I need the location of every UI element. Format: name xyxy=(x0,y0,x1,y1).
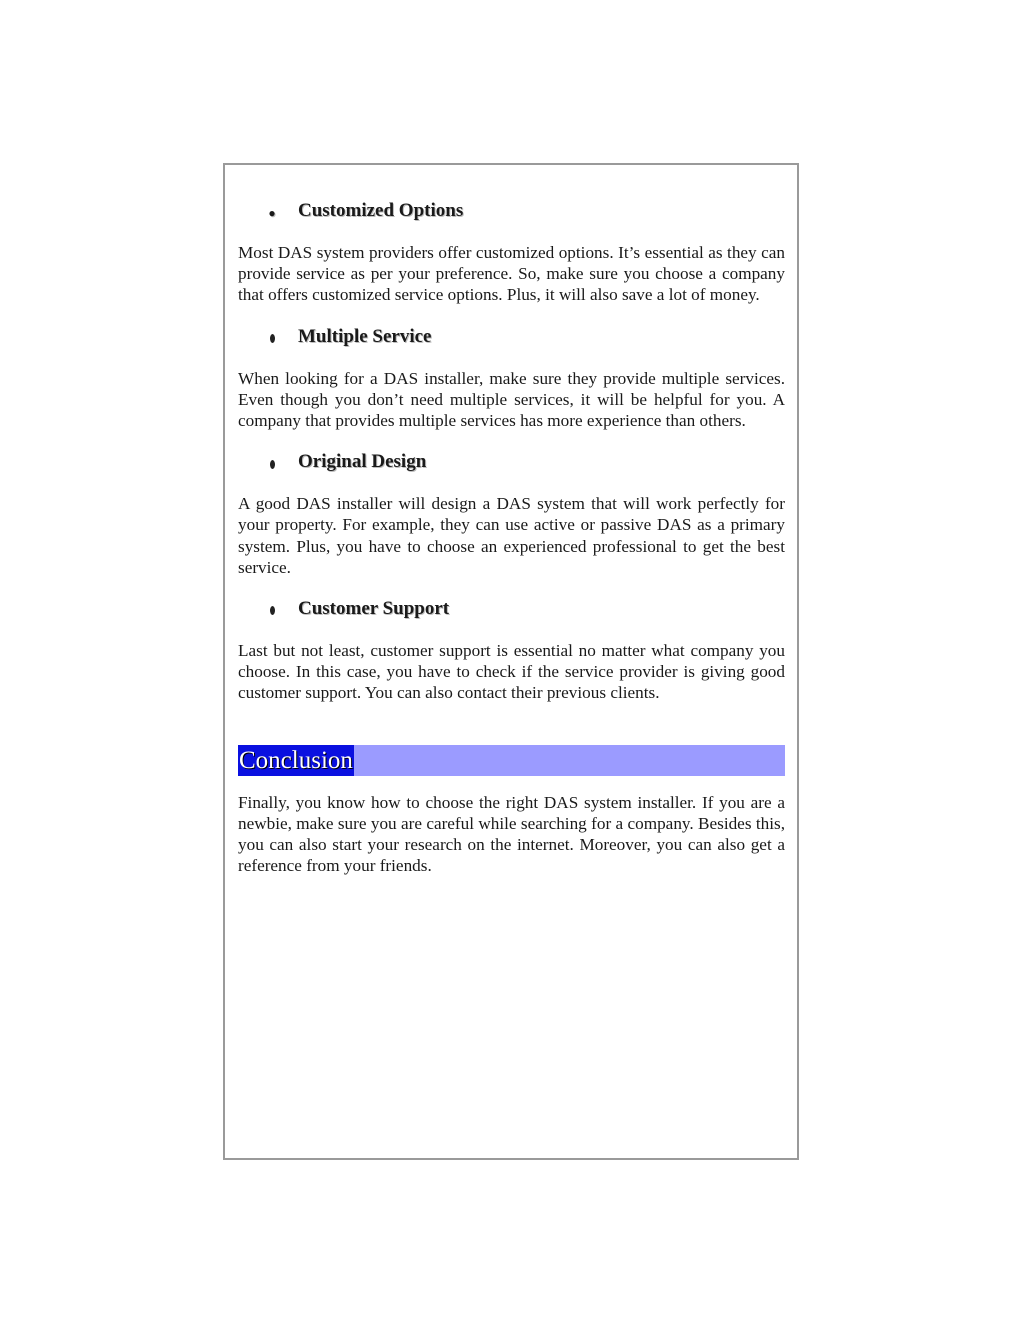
conclusion-heading: Conclusion xyxy=(239,746,353,774)
section-heading-original-design xyxy=(238,447,785,477)
conclusion-paragraph: Finally, you know how to choose the right DAS system installer. If you are a newbie, make sure you are careful while searching for a company. Besides this, you can also start your research on the internet. Moreover, you can also get a reference from your friends. xyxy=(238,792,785,876)
bullet-icon xyxy=(238,453,298,471)
document-content xyxy=(238,196,785,892)
section-heading-multiple-service xyxy=(238,322,785,352)
section-paragraph: When looking for a DAS installer, make sure they provide multiple services. Even though you don’t need multiple services, it will be helpful for you. A company that provides multiple services has more experience than others. xyxy=(238,368,785,431)
section-paragraph: A good DAS installer will design a DAS system that will work perfectly for your property. For example, they can use active or passive DAS as a primary system. Plus, you have to choose an experienced professional to get the best service. xyxy=(238,494,785,577)
section-heading-text: Multiple Service xyxy=(298,325,432,347)
section-heading-customized-options xyxy=(238,196,785,226)
section-heading-customer-support xyxy=(238,594,785,624)
section-paragraph: Most DAS system providers offer customized options. It’s essential as they can provide service as per your preference. So, make sure you choose a company that offers customized service options. Plus, it will also save a lot of money. xyxy=(238,243,785,305)
section-heading-text: Customized Options xyxy=(298,200,464,221)
bullet-icon xyxy=(238,328,298,346)
bullet-icon xyxy=(238,600,298,618)
bullet-icon xyxy=(238,202,298,220)
section-heading-text: Customer Support xyxy=(298,598,450,620)
conclusion-heading-bar xyxy=(238,745,785,776)
section-heading-text: Original Design xyxy=(298,451,427,473)
section-paragraph: Last but not least, customer support is essential no matter what company you choose. In this case, you have to check if the service provider is giving good customer support. You can also contact their previous clients. xyxy=(238,641,785,703)
